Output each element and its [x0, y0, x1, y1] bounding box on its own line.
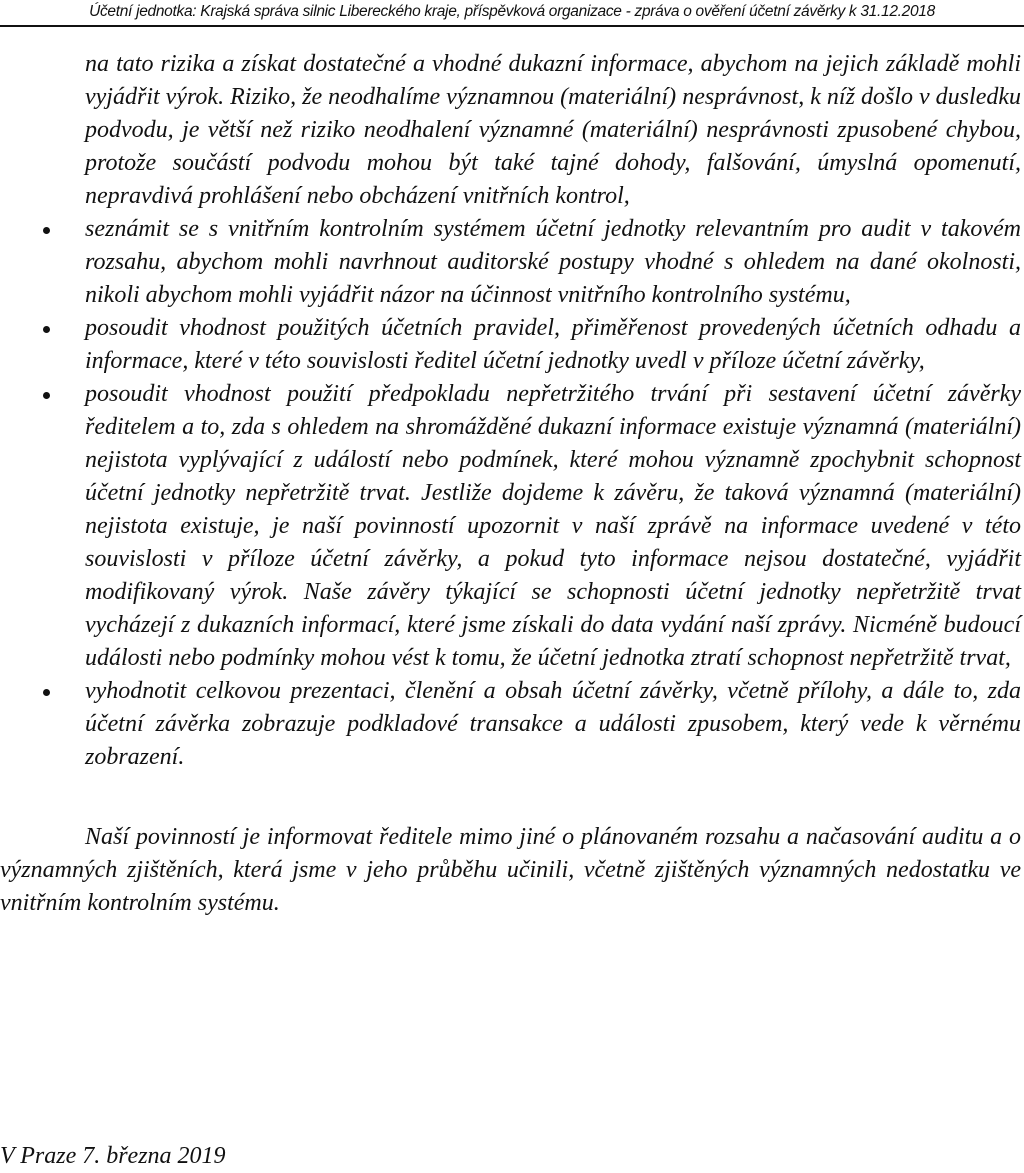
list-item-text: seznámit se s vnitřním kontrolním systémem účetní jednotky relevantním pro audit v takovém rozsahu, abychom mohli navrhnout auditorské postupy vhodné s ohledem na dané okolnosti, nikoli abychom mohli vyjádřit názor na účinnost vnitřního kontrolního systému,: [85, 216, 1021, 308]
intro-continuation-paragraph: na tato rizika a získat dostatečné a vhodné dukazní informace, abychom na jejich základě mohli vyjádřit výrok. Riziko, že neodhalíme významnou (materiální) nesprávnost, k níž došlo v dusledku podvodu, je větší než riziko neodhalení významné (materiální) nesprávnosti zpusobené chybou, protože součástí podvodu mohou být také tajné dohody, falšování, úmyslná opomenutí, nepravdivá prohlášení nebo obcházení vnitřních kontrol,: [85, 51, 1021, 209]
list-item: [0, 312, 1024, 378]
procedure-list: [0, 213, 1024, 774]
list-item: [0, 378, 1024, 675]
list-item-text: vyhodnotit celkovou prezentaci, členění a obsah účetní závěrky, včetně přílohy, a dále to, zda účetní závěrka zobrazuje podkladové transakce a události zpusobem, který vede k věrnému zobrazení.: [85, 678, 1021, 770]
document-body: [0, 48, 1024, 920]
bullet-icon: [43, 227, 50, 234]
place-date-line: V Praze 7. března 2019: [0, 1143, 226, 1169]
bullet-icon: [43, 326, 50, 333]
list-item-text: posoudit vhodnost použitých účetních pravidel, přiměřenost provedených účetních odhadu a informace, které v této souvislosti ředitel účetní jednotky uvedl v příloze účetní závěrky,: [85, 315, 1021, 374]
bullet-icon: [43, 689, 50, 696]
running-header: Účetní jednotka: Krajská správa silnic Libereckého kraje, příspěvková organizace - zpráva o ověření účetní závěrky k 31.12.2018: [89, 3, 935, 20]
list-item: [0, 213, 1024, 312]
list-item-text: posoudit vhodnost použití předpokladu nepřetržitého trvání při sestavení účetní závěrky ředitelem a to, zda s ohledem na shromážděné dukazní informace existuje významná (materiální) nejistota vyplývající z událostí nebo podmínek, které mohou významně zpochybnit schopnost účetní jednotky nepřetržitě trvat. Jestliže dojdeme k závěru, že taková významná (materiální) nejistota existuje, je naší povinností upozornit v naší zprávě na informace uvedené v této souvislosti v příloze účetní závěrky, a pokud tyto informace nejsou dostatečné, vyjádřit modifikovaný výrok. Naše závěry týkající se schopnosti účetní jednotky nepřetržitě trvat vycházejí z dukazních informací, které jsme získali do data vydání naší zprávy. Nicméně budoucí události nebo podmínky mohou vést k tomu, že účetní jednotka ztratí schopnost nepřetržitě trvat,: [85, 381, 1021, 671]
header-rule: [0, 25, 1024, 27]
bullet-icon: [43, 392, 50, 399]
list-item: [0, 675, 1024, 774]
closing-paragraph: Naší povinností je informovat ředitele mimo jiné o plánovaném rozsahu a načasování auditu a o významných zjištěních, která jsme v jeho průběhu učinili, včetně zjištěných významných nedostatku ve vnitřním kontrolním systému.: [0, 824, 1021, 916]
